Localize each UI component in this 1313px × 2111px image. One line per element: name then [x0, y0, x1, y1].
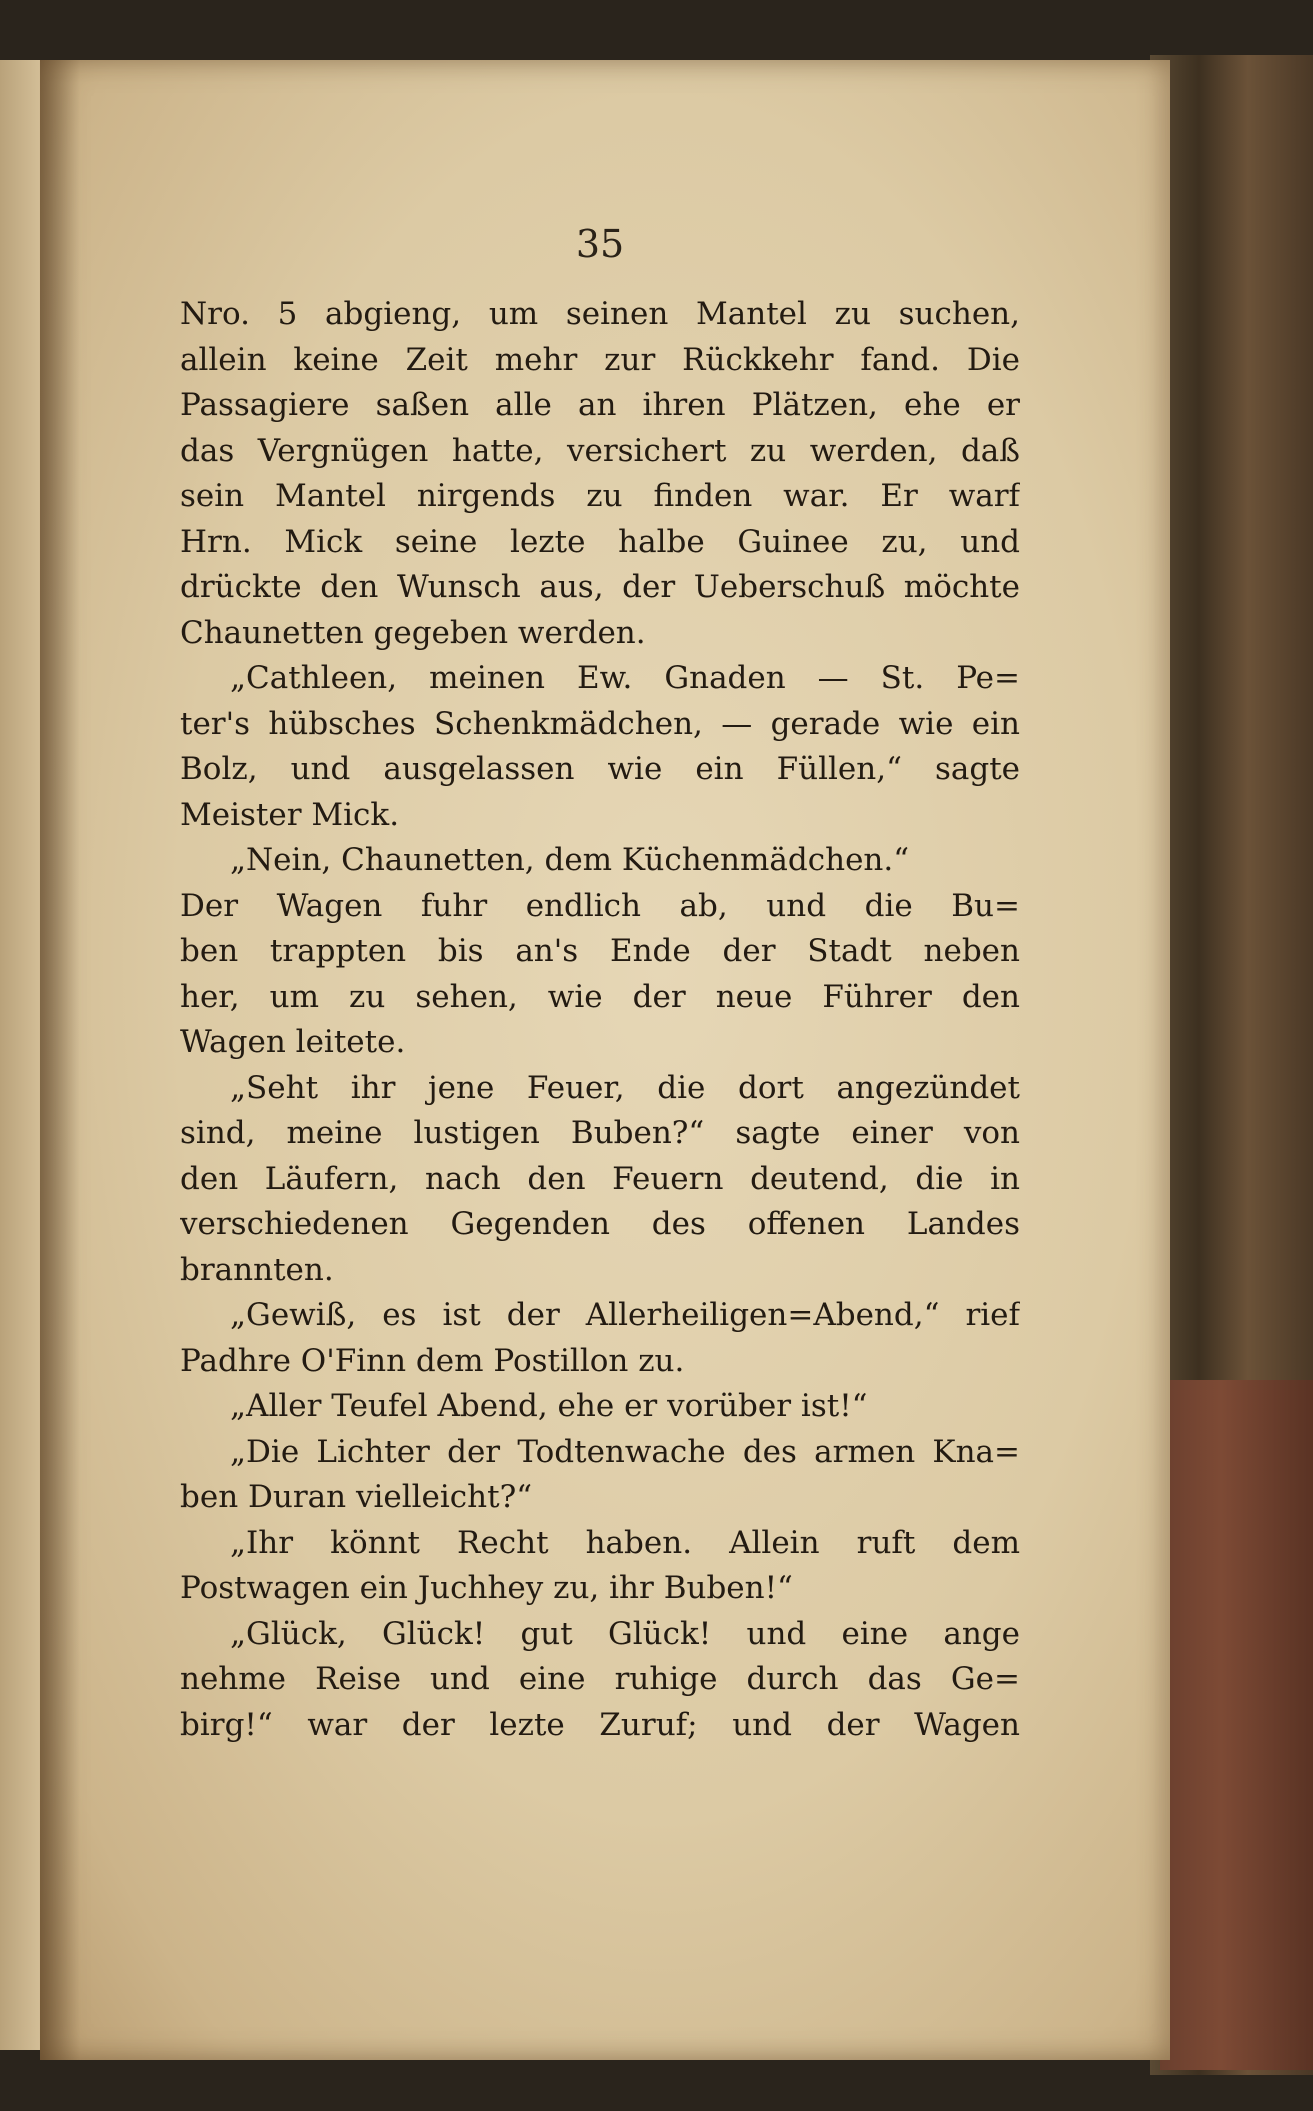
text-line: Postwagen ein Juchhey zu, ihr Buben!“ — [180, 1570, 793, 1606]
text-line: Der Wagen fuhr endlich ab, und die Bu= — [180, 887, 1020, 924]
text-line: „Seht ihr jene Feuer, die dort angezündet — [230, 1069, 1020, 1106]
text-line: allein keine Zeit mehr zur Rückkehr fand. Die — [180, 341, 1020, 378]
text-line: drückte den Wunsch aus, der Ueberschuß möchte — [180, 569, 1020, 605]
text-line: Passagiere saßen alle an ihren Plätzen, ehe er — [180, 387, 1020, 423]
text-line: sein Mantel nirgends zu finden war. Er warf — [180, 478, 1020, 514]
text-line: „Aller Teufel Abend, ehe er vorüber ist!“ — [230, 1388, 868, 1424]
text-line: den Läufern, nach den Feuern deutend, die in — [180, 1160, 1020, 1197]
text-line: ter's hübsches Schenkmädchen, — gerade wie ein — [180, 705, 1020, 742]
text-line: „Ihr könnt Recht haben. Allein ruft dem — [230, 1524, 1020, 1561]
text-line: das Vergnügen hatte, versichert zu werden, daß — [180, 432, 1020, 469]
text-line: verschiedenen Gegenden des offenen Landes — [180, 1206, 1020, 1242]
text-line: „Nein, Chaunetten, dem Küchenmädchen.“ — [230, 842, 910, 878]
text-line: Wagen leitete. — [180, 1024, 406, 1060]
body-text — [180, 292, 1020, 1748]
text-line: „Glück, Glück! gut Glück! und eine ange — [230, 1615, 1020, 1652]
text-line: „Cathleen, meinen Ew. Gnaden — St. Pe= — [230, 660, 1020, 696]
text-line: ben trappten bis an's Ende der Stadt neben — [180, 933, 1020, 969]
text-line: Padhre O'Finn dem Postillon zu. — [180, 1342, 685, 1379]
text-line: ben Duran vielleicht?“ — [180, 1479, 533, 1515]
text-line: Meister Mick. — [180, 796, 400, 833]
text-line: Chaunetten gegeben werden. — [180, 614, 646, 651]
text-line: brannten. — [180, 1251, 334, 1288]
page-number: 35 — [575, 222, 625, 266]
text-line: „Gewiß, es ist der Allerheiligen=Abend,“ rief — [230, 1297, 1020, 1333]
text-line: „Die Lichter der Todtenwache des armen Kna= — [230, 1433, 1020, 1470]
page-gutter-shadow — [40, 60, 80, 2060]
book-cover-leather — [1160, 1380, 1313, 2070]
text-line: sind, meine lustigen Buben?“ sagte einer von — [180, 1115, 1020, 1151]
text-line: Nro. 5 abgieng, um seinen Mantel zu suchen, — [180, 296, 1020, 332]
text-line: nehme Reise und eine ruhige durch das Ge= — [180, 1661, 1020, 1697]
text-line: Bolz, und ausgelassen wie ein Füllen,“ sagte — [180, 751, 1020, 787]
text-line: birg!“ war der lezte Zuruf; und der Wagen — [180, 1706, 1020, 1743]
text-line: her, um zu sehen, wie der neue Führer den — [180, 978, 1020, 1015]
text-line: Hrn. Mick seine lezte halbe Guinee zu, und — [180, 523, 1020, 560]
